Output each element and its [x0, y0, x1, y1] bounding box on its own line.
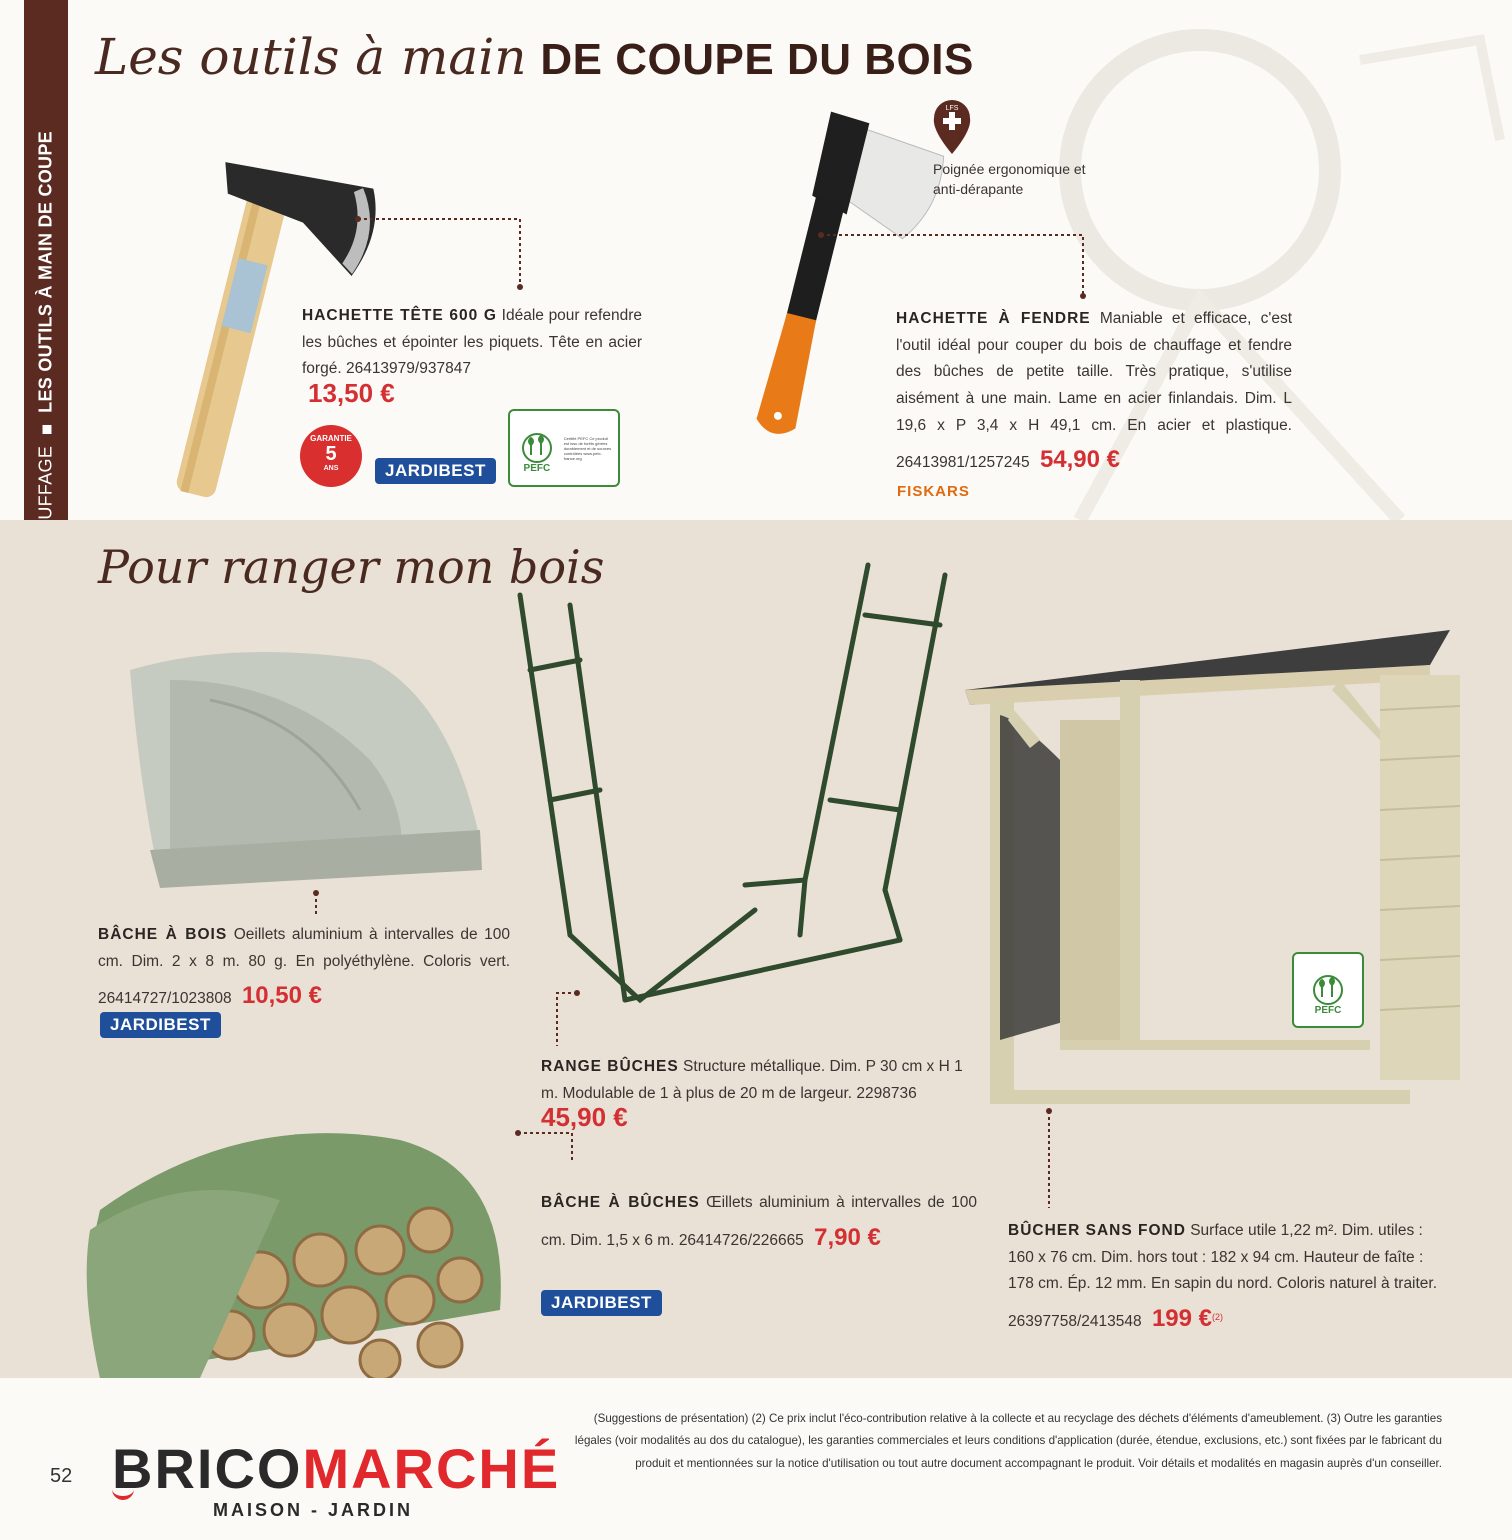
- range-buches-price: 45,90 €: [541, 1102, 628, 1132]
- side-section-bold: LES OUTILS À MAIN DE COUPE: [35, 131, 56, 413]
- bache-bois-text: [98, 922, 510, 1017]
- range-buches-description: Structure métallique. Dim. P 30 cm x H 1 m. Modulable de 1 à plus de 20 m de largeur.: [541, 1058, 963, 1102]
- splitting-axe-leader-line: [818, 232, 1098, 302]
- page-number: 52: [50, 1465, 73, 1487]
- pefc-microtext: Certifié PEFC Ce produit est issu de forêts gérées durablement et de sources contrôlées www.pefc-france.org: [563, 435, 612, 461]
- woodshed-image: [960, 620, 1500, 1140]
- garantie-unit: ANS: [323, 465, 339, 472]
- page-title-caps: DE COUPE DU BOIS: [540, 35, 974, 84]
- bucher-ref: 26397758/2413548: [1008, 1312, 1142, 1330]
- hachette-fendre-text: [896, 306, 1292, 481]
- garantie-years: 5: [325, 443, 337, 465]
- brand-part2: MARCHÉ: [302, 1437, 561, 1500]
- pin-cross-icon: [932, 100, 972, 161]
- hachette-600-name: HACHETTE TÊTE 600 G: [302, 307, 497, 324]
- hachette-600-ref: 26413979/937847: [345, 360, 471, 378]
- bache-bois-price: 10,50 €: [241, 982, 323, 1010]
- pin-badge-text: LFS: [945, 105, 959, 112]
- page-title-script: Les outils à main: [95, 28, 527, 86]
- log-tarp-leader-line: [515, 1130, 585, 1170]
- pefc-tree-icon-woodshed: [1304, 964, 1352, 1016]
- log-rack-image: [510, 560, 970, 1020]
- garantie-label: GARANTIE: [310, 434, 352, 443]
- bache-buches-name: BÂCHE À BÛCHES: [541, 1194, 700, 1211]
- brand-subtitle: MAISON - JARDIN: [213, 1500, 414, 1520]
- bucher-price: 199 €: [1151, 1304, 1212, 1332]
- hachette-fendre-ref: 26413981/1257245: [896, 454, 1030, 472]
- pefc-label: PEFC: [523, 463, 551, 474]
- bache-buches-text: [541, 1190, 977, 1258]
- garantie-badge: [300, 425, 362, 487]
- page-title: [95, 28, 974, 86]
- tarp-image: [110, 640, 510, 900]
- bache-bois-ref: 26414727/1023808: [98, 990, 232, 1008]
- bucher-text: [1008, 1218, 1448, 1339]
- woodshed-leader-line: [1045, 1108, 1055, 1218]
- bache-buches-description: Œillets aluminium à intervalles de 100 cm. Dim. 1,5 x 6 m.: [541, 1194, 977, 1249]
- bucher-name: BÛCHER SANS FOND: [1008, 1222, 1186, 1239]
- log-tarp-image: [60, 1110, 520, 1380]
- bucher-price-note: (2): [1212, 1311, 1223, 1322]
- legal-notice: (Suggestions de présentation) (2) Ce prix inclut l'éco-contribution relative à la collecte et au recyclage des déchets d'éléments d'ameublement. (3) Outre les garanties légales (voir modalités au dos du catalogue), les garanties commerciales et leurs conditions d'application (durée, étendue, exclusions, etc.) sont fixées par le fabricant du produit et mentionnées sur la notice d'utilisation ou tout autre document accompagnant le produit. Voir détails et modalités en magasin auprès d'un conseiller.: [574, 1412, 1442, 1470]
- bache-buches-ref: 26414726/226665: [678, 1231, 804, 1249]
- jardibest-logo-bache-bois: JARDIBEST: [100, 1012, 221, 1038]
- fiskars-logo: FISKARS: [897, 483, 970, 500]
- bache-bois-description: Oeillets aluminium à intervalles de 100 cm. Dim. 2 x 8 m. 80 g. En polyéthylène. Coloris vert.: [98, 926, 510, 970]
- range-buches-ref: 2298736: [856, 1084, 917, 1102]
- bache-buches-price: 7,90 €: [814, 1223, 881, 1251]
- range-buches-name: RANGE BÛCHES: [541, 1058, 679, 1075]
- jardibest-logo: JARDIBEST: [375, 458, 496, 484]
- hatchet-leader-line: [355, 215, 535, 295]
- pefc-certification-label: [508, 409, 620, 487]
- feature-callout: Poignée ergonomique et anti-dérapante: [933, 161, 1086, 197]
- hachette-fendre-price: 54,90 €: [1039, 446, 1121, 474]
- bricomarche-logo: [112, 1436, 560, 1501]
- range-buches-text: [541, 1054, 981, 1107]
- bucher-description: Surface utile 1,22 m². Dim. utiles : 160 x 76 cm. Dim. hors tout : 182 x 94 cm. Hauteur de faîte : 178 cm. Ép. 12 mm. En sapin du nord. Coloris naturel à traiter.: [1008, 1222, 1438, 1293]
- hachette-600-description: Idéale pour refendre les bûches et épointer les piquets. Tête en acier forgé.: [302, 307, 642, 378]
- storage-section-title: Pour ranger mon bois: [98, 540, 605, 594]
- log-rack-leader-line: [553, 990, 583, 1060]
- hachette-fendre-description: Maniable et efficace, c'est l'outil idéal pour couper du bois de chauffage et fendre des bûches de petite taille. Très pratique, s'utilise aisément à une main. Lame en acier finlandais. Dim. L 19,6 x P 3,4 x H 49,1 cm. En acier et plastique.: [896, 310, 1292, 434]
- brand-part1: BRICO: [112, 1437, 303, 1500]
- hachette-fendre-name: HACHETTE À FENDRE: [896, 310, 1091, 327]
- pefc-badge-woodshed: [1292, 952, 1364, 1028]
- hachette-600-text: [302, 303, 642, 383]
- tarp-leader-line: [312, 890, 322, 920]
- jardibest-logo-bache-buches: JARDIBEST: [541, 1290, 662, 1316]
- pefc-label-woodshed: PEFC: [1314, 1005, 1342, 1016]
- hachette-600-price: 13,50 €: [308, 378, 395, 408]
- bache-bois-name: BÂCHE À BOIS: [98, 926, 228, 943]
- pefc-tree-icon: [515, 422, 559, 474]
